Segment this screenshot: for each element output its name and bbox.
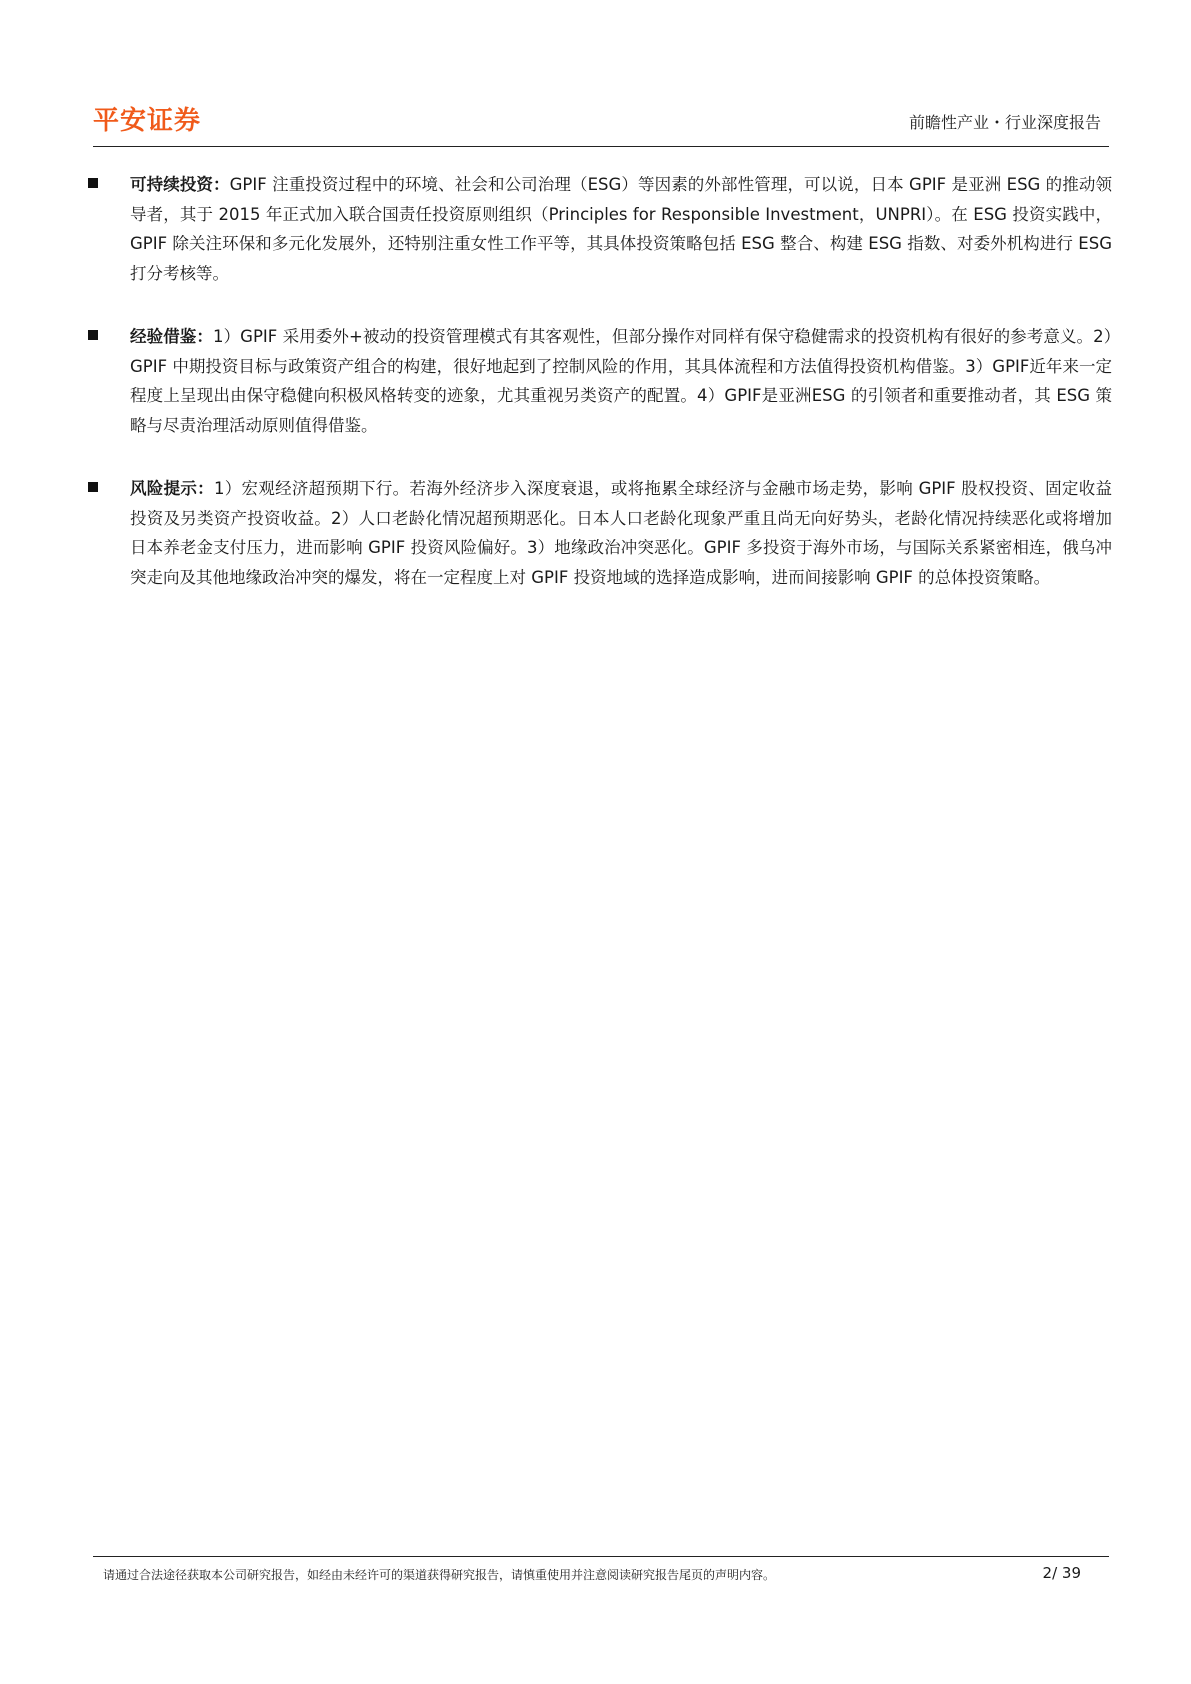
section-paragraph: [130, 170, 1112, 288]
square-bullet-icon: [88, 482, 98, 492]
section-label: 可持续投资：: [130, 175, 230, 194]
square-bullet-icon: [88, 330, 98, 340]
page-header: [93, 96, 1109, 147]
section-text: GPIF 注重投资过程中的环境、社会和公司治理（ESG）等因素的外部性管理，可以说，日本 GPIF 是亚洲 ESG 的推动领导者，其于 2015 年正式加入联合国责任投资原则组织（Principles for Responsible Investment，UNPRI）。在 ESG 投资实践中，GPIF 除关注环保和多元化发展外，还特别注重女性工作平等，其具体投资策略包括 ESG 整合、构建 ESG 指数、对委外机构进行 ESG 打分考核等。: [130, 175, 1113, 283]
section-lessons: [88, 322, 1112, 440]
square-bullet-icon: [88, 178, 98, 188]
section-text: 1）宏观经济超预期下行。若海外经济步入深度衰退，或将拖累全球经济与金融市场走势，影响 GPIF 股权投资、固定收益投资及另类资产投资收益。2）人口老龄化情况超预期恶化。日本人口老龄化现象严重且尚无向好势头，老龄化情况持续恶化或将增加日本养老金支付压力，进而影响 GPIF 投资风险偏好。3）地缘政治冲突恶化。GPIF 多投资于海外市场，与国际关系紧密相连，俄乌冲突走向及其他地缘政治冲突的爆发，将在一定程度上对 GPIF 投资地域的选择造成影响，进而间接影响 GPIF 的总体投资策略。: [130, 479, 1113, 587]
report-type: 前瞻性产业・行业深度报告: [908, 113, 1101, 132]
section-paragraph: [130, 322, 1112, 440]
section-sustainable-investment: [88, 170, 1112, 288]
section-paragraph: [130, 474, 1112, 592]
section-text: 1）GPIF 采用委外+被动的投资管理模式有其客观性，但部分操作对同样有保守稳健需求的投资机构有很好的参考意义。2）GPIF 中期投资目标与政策资产组合的构建，很好地起到了控制风险的作用，其具体流程和方法值得投资机构借鉴。3）GPIF近年来一定程度上呈现出由保守稳健向积极风格转变的迹象，尤其重视另类资产的配置。4）GPIF是亚洲ESG 的引领者和重要推动者，其 ESG 策略与尽责治理活动原则值得借鉴。: [130, 327, 1112, 435]
section-risk-warning: [88, 474, 1112, 592]
section-label: 风险提示：: [130, 479, 214, 498]
section-label: 经验借鉴：: [130, 327, 213, 346]
main-content: [88, 170, 1112, 626]
page-number: 2/ 39: [1042, 1564, 1081, 1582]
page-footer: [93, 1556, 1109, 1587]
footer-disclaimer: 请通过合法途径获取本公司研究报告，如经由未经许可的渠道获得研究报告，请慎重使用并注意阅读研究报告尾页的声明内容。: [103, 1568, 776, 1582]
company-logo: 平安证券: [93, 106, 202, 136]
